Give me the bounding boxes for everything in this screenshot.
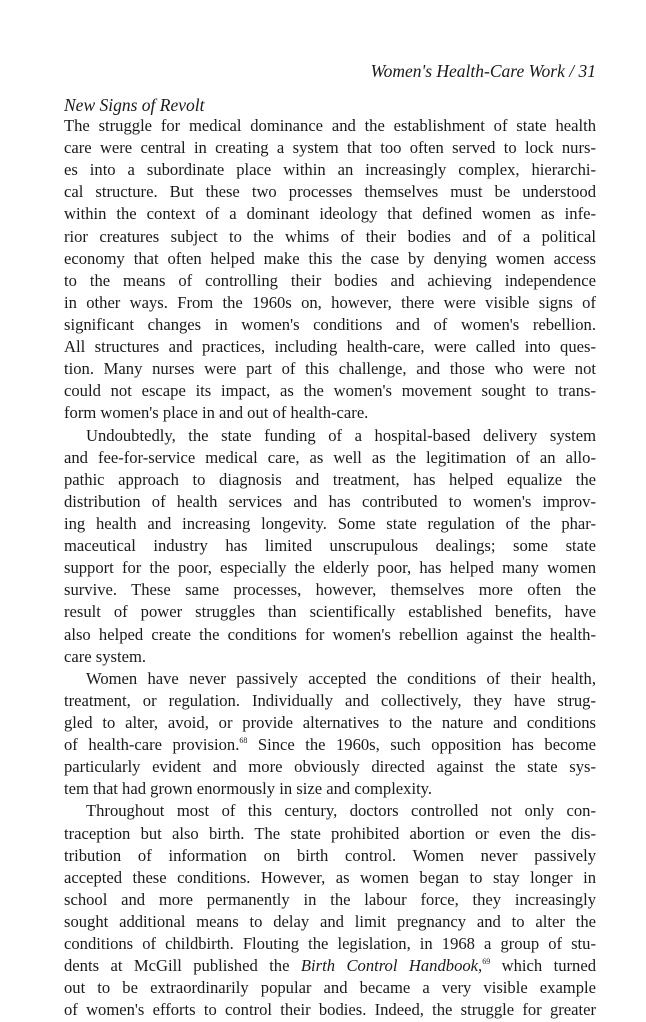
line-text: tribution of information on birth control. Women never passively bbox=[64, 845, 596, 865]
text-line bbox=[64, 203, 596, 225]
text-line bbox=[64, 911, 596, 933]
line-text: pathic approach to diagnosis and treatment, has helped equalize the bbox=[64, 469, 596, 489]
text-line bbox=[64, 823, 596, 845]
line-text: tem that had grown enormously in size and complexity. bbox=[64, 779, 433, 799]
line-text: to the means of controlling their bodies and achieving independence bbox=[64, 270, 596, 290]
text-line bbox=[64, 933, 596, 955]
text-line bbox=[64, 601, 596, 623]
line-text: within the context of a dominant ideology that defined women as infe- bbox=[64, 204, 596, 224]
line-text: of women's efforts to control their bodies. Indeed, the struggle for greater bbox=[64, 1000, 596, 1020]
text-line bbox=[64, 314, 596, 336]
line-text: care system. bbox=[64, 646, 147, 666]
text-line bbox=[64, 535, 596, 557]
text-line bbox=[64, 624, 596, 646]
text-line bbox=[64, 248, 596, 270]
line-text: ing health and increasing longevity. Some state regulation of the phar- bbox=[64, 513, 596, 533]
line-text: Women have never passively accepted the conditions of their health, bbox=[86, 668, 596, 688]
body-text bbox=[64, 115, 596, 1021]
line-text: distribution of health services and has contributed to women's improv- bbox=[64, 491, 596, 511]
text-line bbox=[64, 137, 596, 159]
line-text: Throughout most of this century, doctors controlled not only con- bbox=[86, 801, 596, 821]
line-text: es into a subordinate place within an increasingly complex, hierarchi- bbox=[64, 160, 596, 180]
text-line bbox=[64, 999, 596, 1021]
line-text: traception but also birth. The state prohibited abortion or even the dis- bbox=[64, 823, 596, 843]
text-line bbox=[64, 469, 596, 491]
line-text: result of power struggles than scientifically established benefits, have bbox=[64, 602, 596, 622]
text-line bbox=[64, 690, 596, 712]
text-line bbox=[64, 447, 596, 469]
line-text: school and more permanently in the labour force, they increasingly bbox=[64, 889, 596, 909]
text-line bbox=[64, 402, 596, 424]
text-line bbox=[64, 336, 596, 358]
text-line bbox=[64, 181, 596, 203]
text-line bbox=[64, 756, 596, 778]
text-line bbox=[64, 491, 596, 513]
line-text: significant changes in women's conditions and of women's rebellion. bbox=[64, 314, 596, 334]
book-title: Birth Control Handbook, bbox=[300, 956, 483, 976]
text-line bbox=[64, 778, 596, 800]
text-line bbox=[64, 579, 596, 601]
text-line bbox=[64, 712, 596, 734]
text-line bbox=[64, 513, 596, 535]
line-text: accepted these conditions. However, as women began to stay longer in bbox=[64, 867, 596, 887]
line-text-tail: Since the 1960s, such opposition has become bbox=[247, 735, 596, 755]
text-line bbox=[64, 800, 596, 822]
text-line bbox=[64, 955, 596, 977]
text-line bbox=[64, 734, 596, 756]
text-line bbox=[64, 889, 596, 911]
line-text: economy that often helped make this the case by denying women access bbox=[64, 248, 596, 268]
line-text: survive. These same processes, however, themselves more often the bbox=[64, 580, 596, 600]
line-text: care were central in creating a system that too often served to lock nurs- bbox=[64, 138, 596, 158]
text-line bbox=[64, 845, 596, 867]
line-text: treatment, or regulation. Individually and collectively, they have strug- bbox=[64, 690, 596, 710]
text-line bbox=[64, 358, 596, 380]
line-text: out to be extraordinarily popular and became a very visible example bbox=[64, 978, 596, 998]
line-text: particularly evident and more obviously directed against the state sys- bbox=[64, 757, 596, 777]
text-line bbox=[64, 380, 596, 402]
text-line bbox=[64, 270, 596, 292]
line-text: form women's place in and out of health-care. bbox=[64, 403, 369, 423]
text-line bbox=[64, 425, 596, 447]
line-text: maceutical industry has limited unscrupulous dealings; some state bbox=[64, 536, 596, 556]
text-line bbox=[64, 977, 596, 999]
line-text: tion. Many nurses were part of this challenge, and those who were not bbox=[64, 359, 596, 379]
line-text: Undoubtedly, the state funding of a hospital-based delivery system bbox=[86, 425, 596, 445]
section-heading: New Signs of Revolt bbox=[64, 95, 205, 115]
text-line bbox=[64, 226, 596, 248]
text-line bbox=[64, 115, 596, 137]
line-text: in other ways. From the 1960s on, however, there were visible signs of bbox=[64, 292, 596, 312]
line-text: cal structure. But these two processes themselves must be understood bbox=[64, 182, 596, 202]
text-line bbox=[64, 867, 596, 889]
footnote-ref: 69 bbox=[482, 957, 491, 967]
line-text: The struggle for medical dominance and the establishment of state health bbox=[64, 116, 596, 135]
line-text: of health-care provision. bbox=[64, 735, 240, 755]
text-line bbox=[64, 557, 596, 579]
line-text: support for the poor, especially the elderly poor, has helped many women bbox=[64, 558, 596, 578]
running-head: Women's Health-Care Work / 31 bbox=[370, 61, 596, 81]
text-line bbox=[64, 668, 596, 690]
line-text: sought additional means to delay and limit pregnancy and to alter the bbox=[64, 911, 596, 931]
line-text: dents at McGill published the bbox=[64, 956, 301, 976]
line-text: also helped create the conditions for women's rebellion against the health- bbox=[64, 624, 596, 644]
footnote-ref: 68 bbox=[239, 736, 248, 746]
line-text: could not escape its impact, as the women's movement sought to trans- bbox=[64, 381, 596, 401]
text-line bbox=[64, 646, 596, 668]
line-text: gled to alter, avoid, or provide alternatives to the nature and conditions bbox=[64, 712, 596, 732]
line-text: All structures and practices, including health-care, were called into ques- bbox=[64, 337, 596, 357]
text-line bbox=[64, 159, 596, 181]
line-text: conditions of childbirth. Flouting the legislation, in 1968 a group of stu- bbox=[64, 934, 596, 954]
line-text-tail: which turned bbox=[490, 956, 596, 976]
text-line bbox=[64, 292, 596, 314]
line-text: rior creatures subject to the whims of their bodies and of a political bbox=[64, 226, 596, 246]
line-text: and fee-for-service medical care, as well as the legitimation of an allo- bbox=[64, 447, 596, 467]
